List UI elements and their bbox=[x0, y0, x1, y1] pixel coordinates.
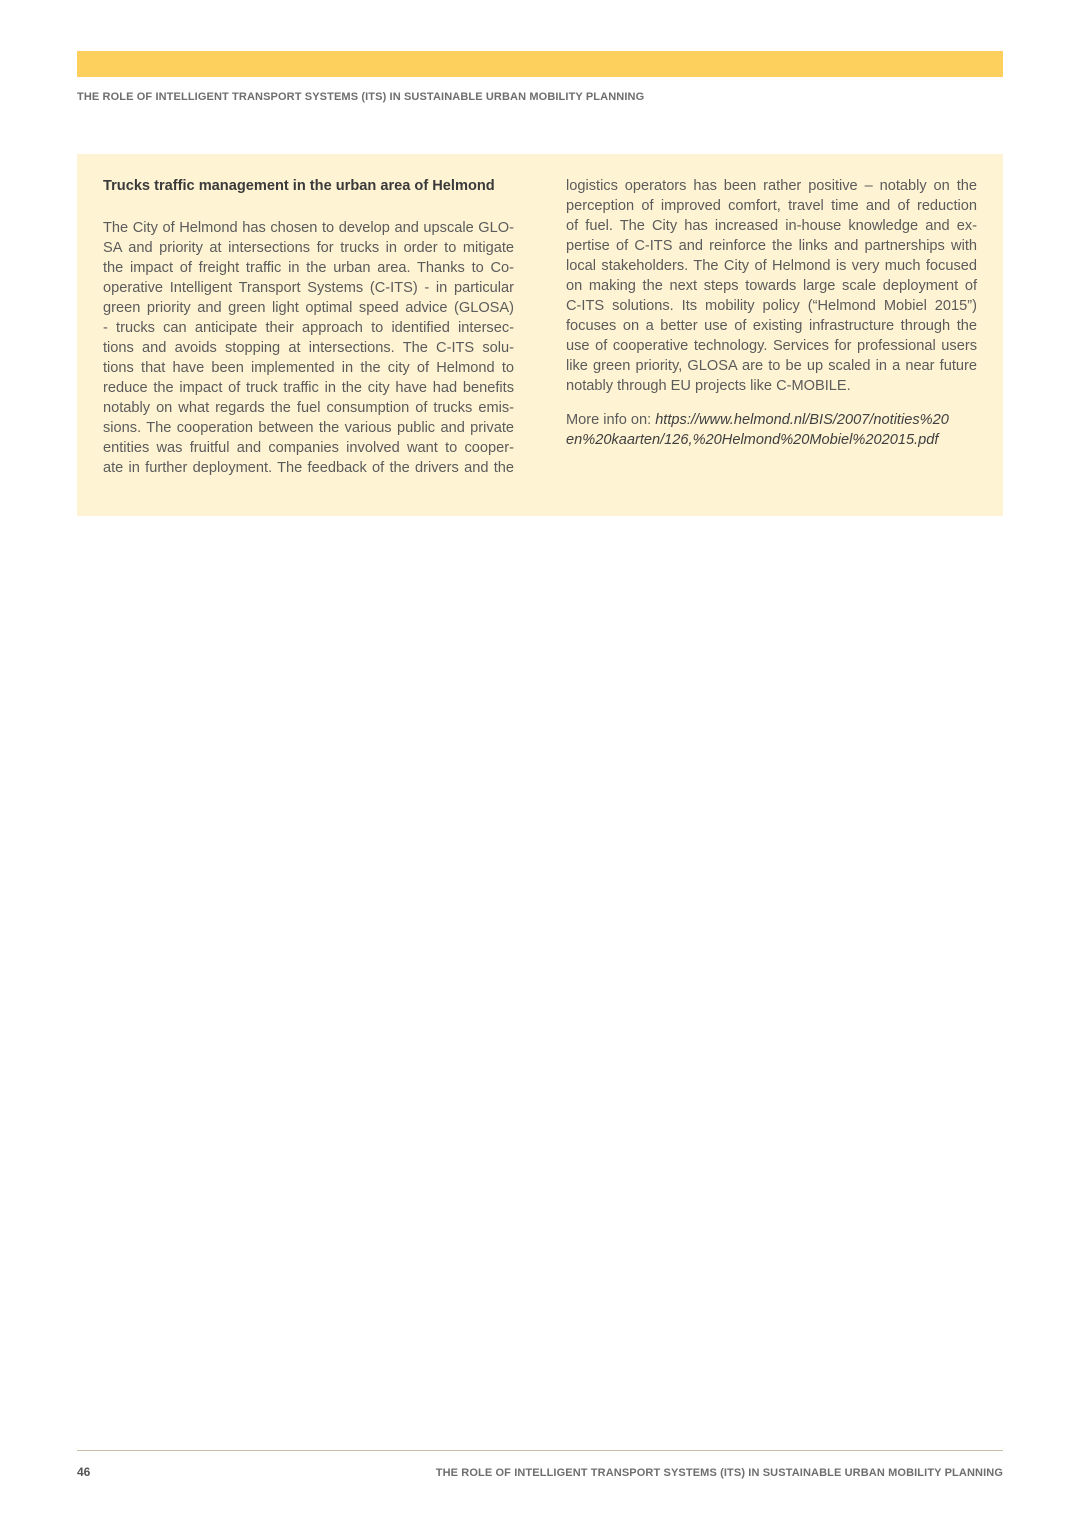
footer-rule bbox=[77, 1450, 1003, 1451]
body-line: like green priority, GLOSA are to be up scaled in a near future bbox=[566, 358, 977, 374]
body-line: green priority and green light optimal speed advice (GLOSA) bbox=[103, 300, 514, 316]
reference-link[interactable]: https://www.helmond.nl/BIS/2007/notities%20 bbox=[655, 412, 949, 428]
body-line: use of cooperative technology. Services for professional users bbox=[566, 338, 977, 354]
more-info-label: More info on: bbox=[566, 412, 652, 428]
body-line: pertise of C-ITS and reinforce the links and partnerships with bbox=[566, 238, 977, 254]
body-line: operative Intelligent Transport Systems (C-ITS) - in particular bbox=[103, 280, 514, 296]
body-line: logistics operators has been rather positive – notably on the bbox=[566, 178, 977, 194]
reference-link-continued[interactable]: en%20kaarten/126,%20Helmond%20Mobiel%202015.pdf bbox=[566, 432, 939, 448]
body-line: focuses on a better use of existing infrastructure through the bbox=[566, 318, 977, 334]
body-line: tions that have been implemented in the city of Helmond to bbox=[103, 360, 514, 376]
body-line: ate in further deployment. The feedback of the drivers and the bbox=[103, 460, 514, 476]
body-line: reduce the impact of truck traffic in the city have had benefits bbox=[103, 380, 514, 396]
body-line: on making the next steps towards large scale deployment of bbox=[566, 278, 977, 294]
body-line: - trucks can anticipate their approach to identified intersec- bbox=[103, 320, 514, 336]
body-line: local stakeholders. The City of Helmond is very much focused bbox=[566, 258, 977, 274]
body-line: entities was fruitful and companies involved want to cooper- bbox=[103, 440, 514, 456]
body-line: tions and avoids stopping at intersections. The C-ITS solu- bbox=[103, 340, 514, 356]
body-line: notably through EU projects like C-MOBILE. bbox=[566, 378, 851, 394]
running-footer: THE ROLE OF INTELLIGENT TRANSPORT SYSTEMS (ITS) IN SUSTAINABLE URBAN MOBILITY PLANNING bbox=[435, 1467, 1003, 1479]
running-header: THE ROLE OF INTELLIGENT TRANSPORT SYSTEMS (ITS) IN SUSTAINABLE URBAN MOBILITY PLANNING bbox=[77, 91, 645, 103]
body-line: SA and priority at intersections for trucks in order to mitigate bbox=[103, 240, 514, 256]
top-accent-bar bbox=[77, 51, 1003, 77]
body-line: sions. The cooperation between the various public and private bbox=[103, 420, 514, 436]
case-study-box bbox=[77, 154, 1003, 516]
body-line: perception of improved comfort, travel time and of reduction bbox=[566, 198, 977, 214]
more-info bbox=[566, 410, 977, 430]
body-line: notably on what regards the fuel consumption of trucks emis- bbox=[103, 400, 514, 416]
box-title: Trucks traffic management in the urban area of Helmond bbox=[103, 178, 495, 194]
right-column bbox=[566, 176, 977, 450]
left-column bbox=[103, 176, 514, 478]
body-line: of fuel. The City has increased in-house knowledge and ex- bbox=[566, 218, 977, 234]
body-line: the impact of freight traffic in the urban area. Thanks to Co- bbox=[103, 260, 514, 276]
body-line: The City of Helmond has chosen to develop and upscale GLO- bbox=[103, 220, 514, 236]
body-line: C-ITS solutions. Its mobility policy (“Helmond Mobiel 2015”) bbox=[566, 298, 977, 314]
page-number: 46 bbox=[77, 1465, 91, 1479]
